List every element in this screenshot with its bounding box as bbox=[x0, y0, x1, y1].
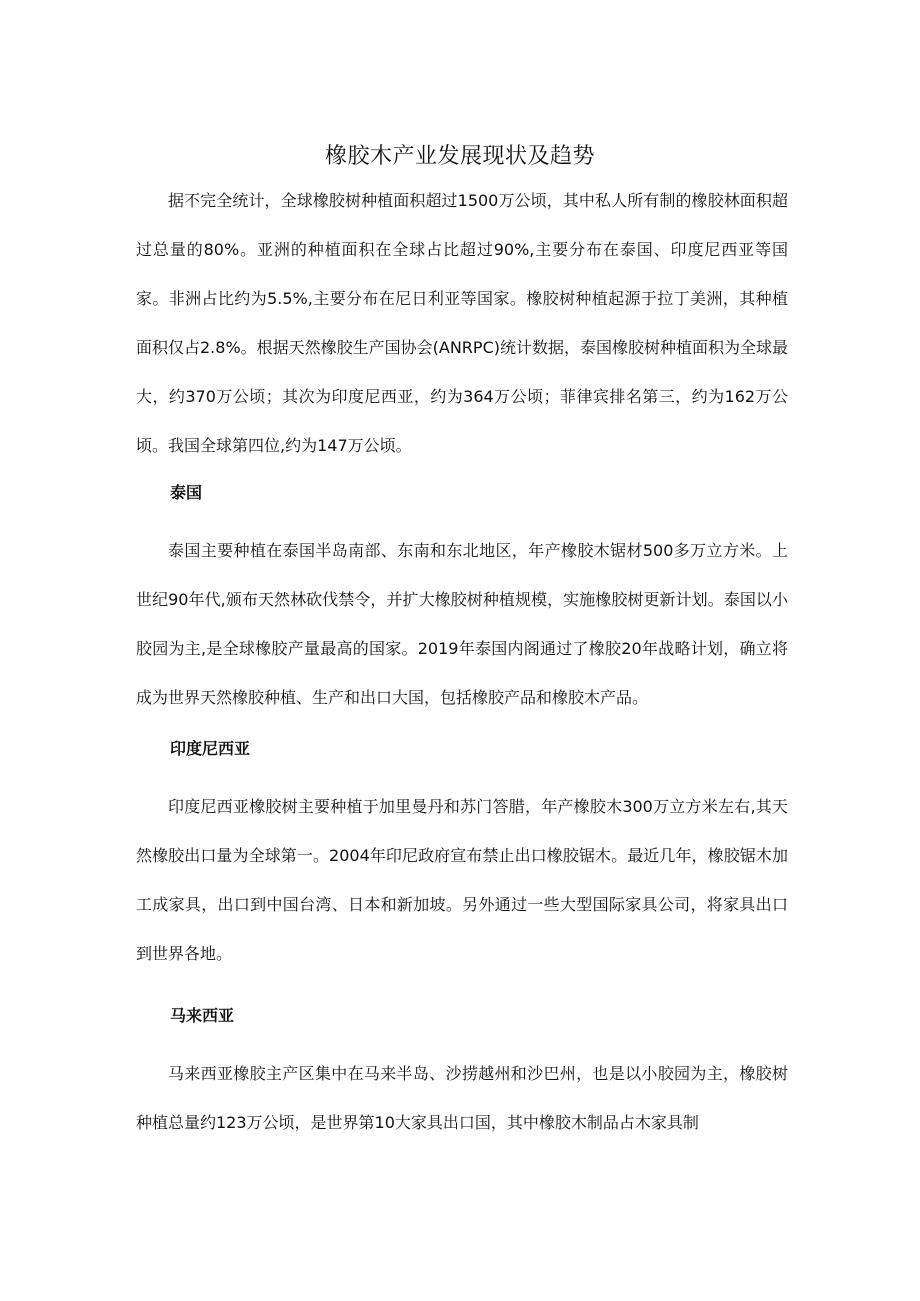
section-heading-thailand: 泰国 bbox=[170, 483, 203, 502]
section-heading-indonesia: 印度尼西亚 bbox=[170, 739, 251, 758]
section-paragraph-indonesia: 印度尼西亚橡胶树主要种植于加里曼丹和苏门答腊，年产橡胶木300万立方米左右,其天然橡胶出口量为全球第一。2004年印尼政府宣布禁止出口橡胶锯木。最近几年，橡胶锯木加工成家具，出口到中国台湾、日本和新加坡。另外通过一些大型国际家具公司，将家具出口到世界各地。 bbox=[136, 797, 788, 963]
section-heading-malaysia: 马来西亚 bbox=[170, 1006, 235, 1025]
section-paragraph-thailand: 泰国主要种植在泰国半岛南部、东南和东北地区，年产橡胶木锯材500多万立方米。上世纪90年代,颁布天然林砍伐禁令，并扩大橡胶树种植规模，实施橡胶树更新计划。泰国以小胶园为主,是全球橡胶产量最高的国家。2019年泰国内阁通过了橡胶20年战略计划，确立将成为世界天然橡胶种植、生产和出口大国，包括橡胶产品和橡胶木产品。 bbox=[136, 541, 788, 707]
document-title: 橡胶木产业发展现状及趋势 bbox=[324, 143, 595, 169]
intro-paragraph: 据不完全统计，全球橡胶树种植面积超过1500万公顷，其中私人所有制的橡胶林面积超过总量的80%。亚洲的种植面积在全球占比超过90%,主要分布在泰国、印度尼西亚等国家。非洲占比约为5.5%,主要分布在尼日利亚等国家。橡胶树种植起源于拉丁美洲，其种植面积仅占2.8%。根据天然橡胶生产国协会(ANRPC)统计数据，泰国橡胶树种植面积为全球最大，约370万公顷；其次为印度尼西亚，约为364万公顷；菲律宾排名第三，约为162万公顷。我国全球第四位,约为147万公顷。 bbox=[136, 191, 788, 455]
section-paragraph-malaysia: 马来西亚橡胶主产区集中在马来半岛、沙捞越州和沙巴州，也是以小胶园为主，橡胶树种植总量约123万公顷，是世界第10大家具出口国，其中橡胶木制品占木家具制 bbox=[136, 1064, 788, 1132]
